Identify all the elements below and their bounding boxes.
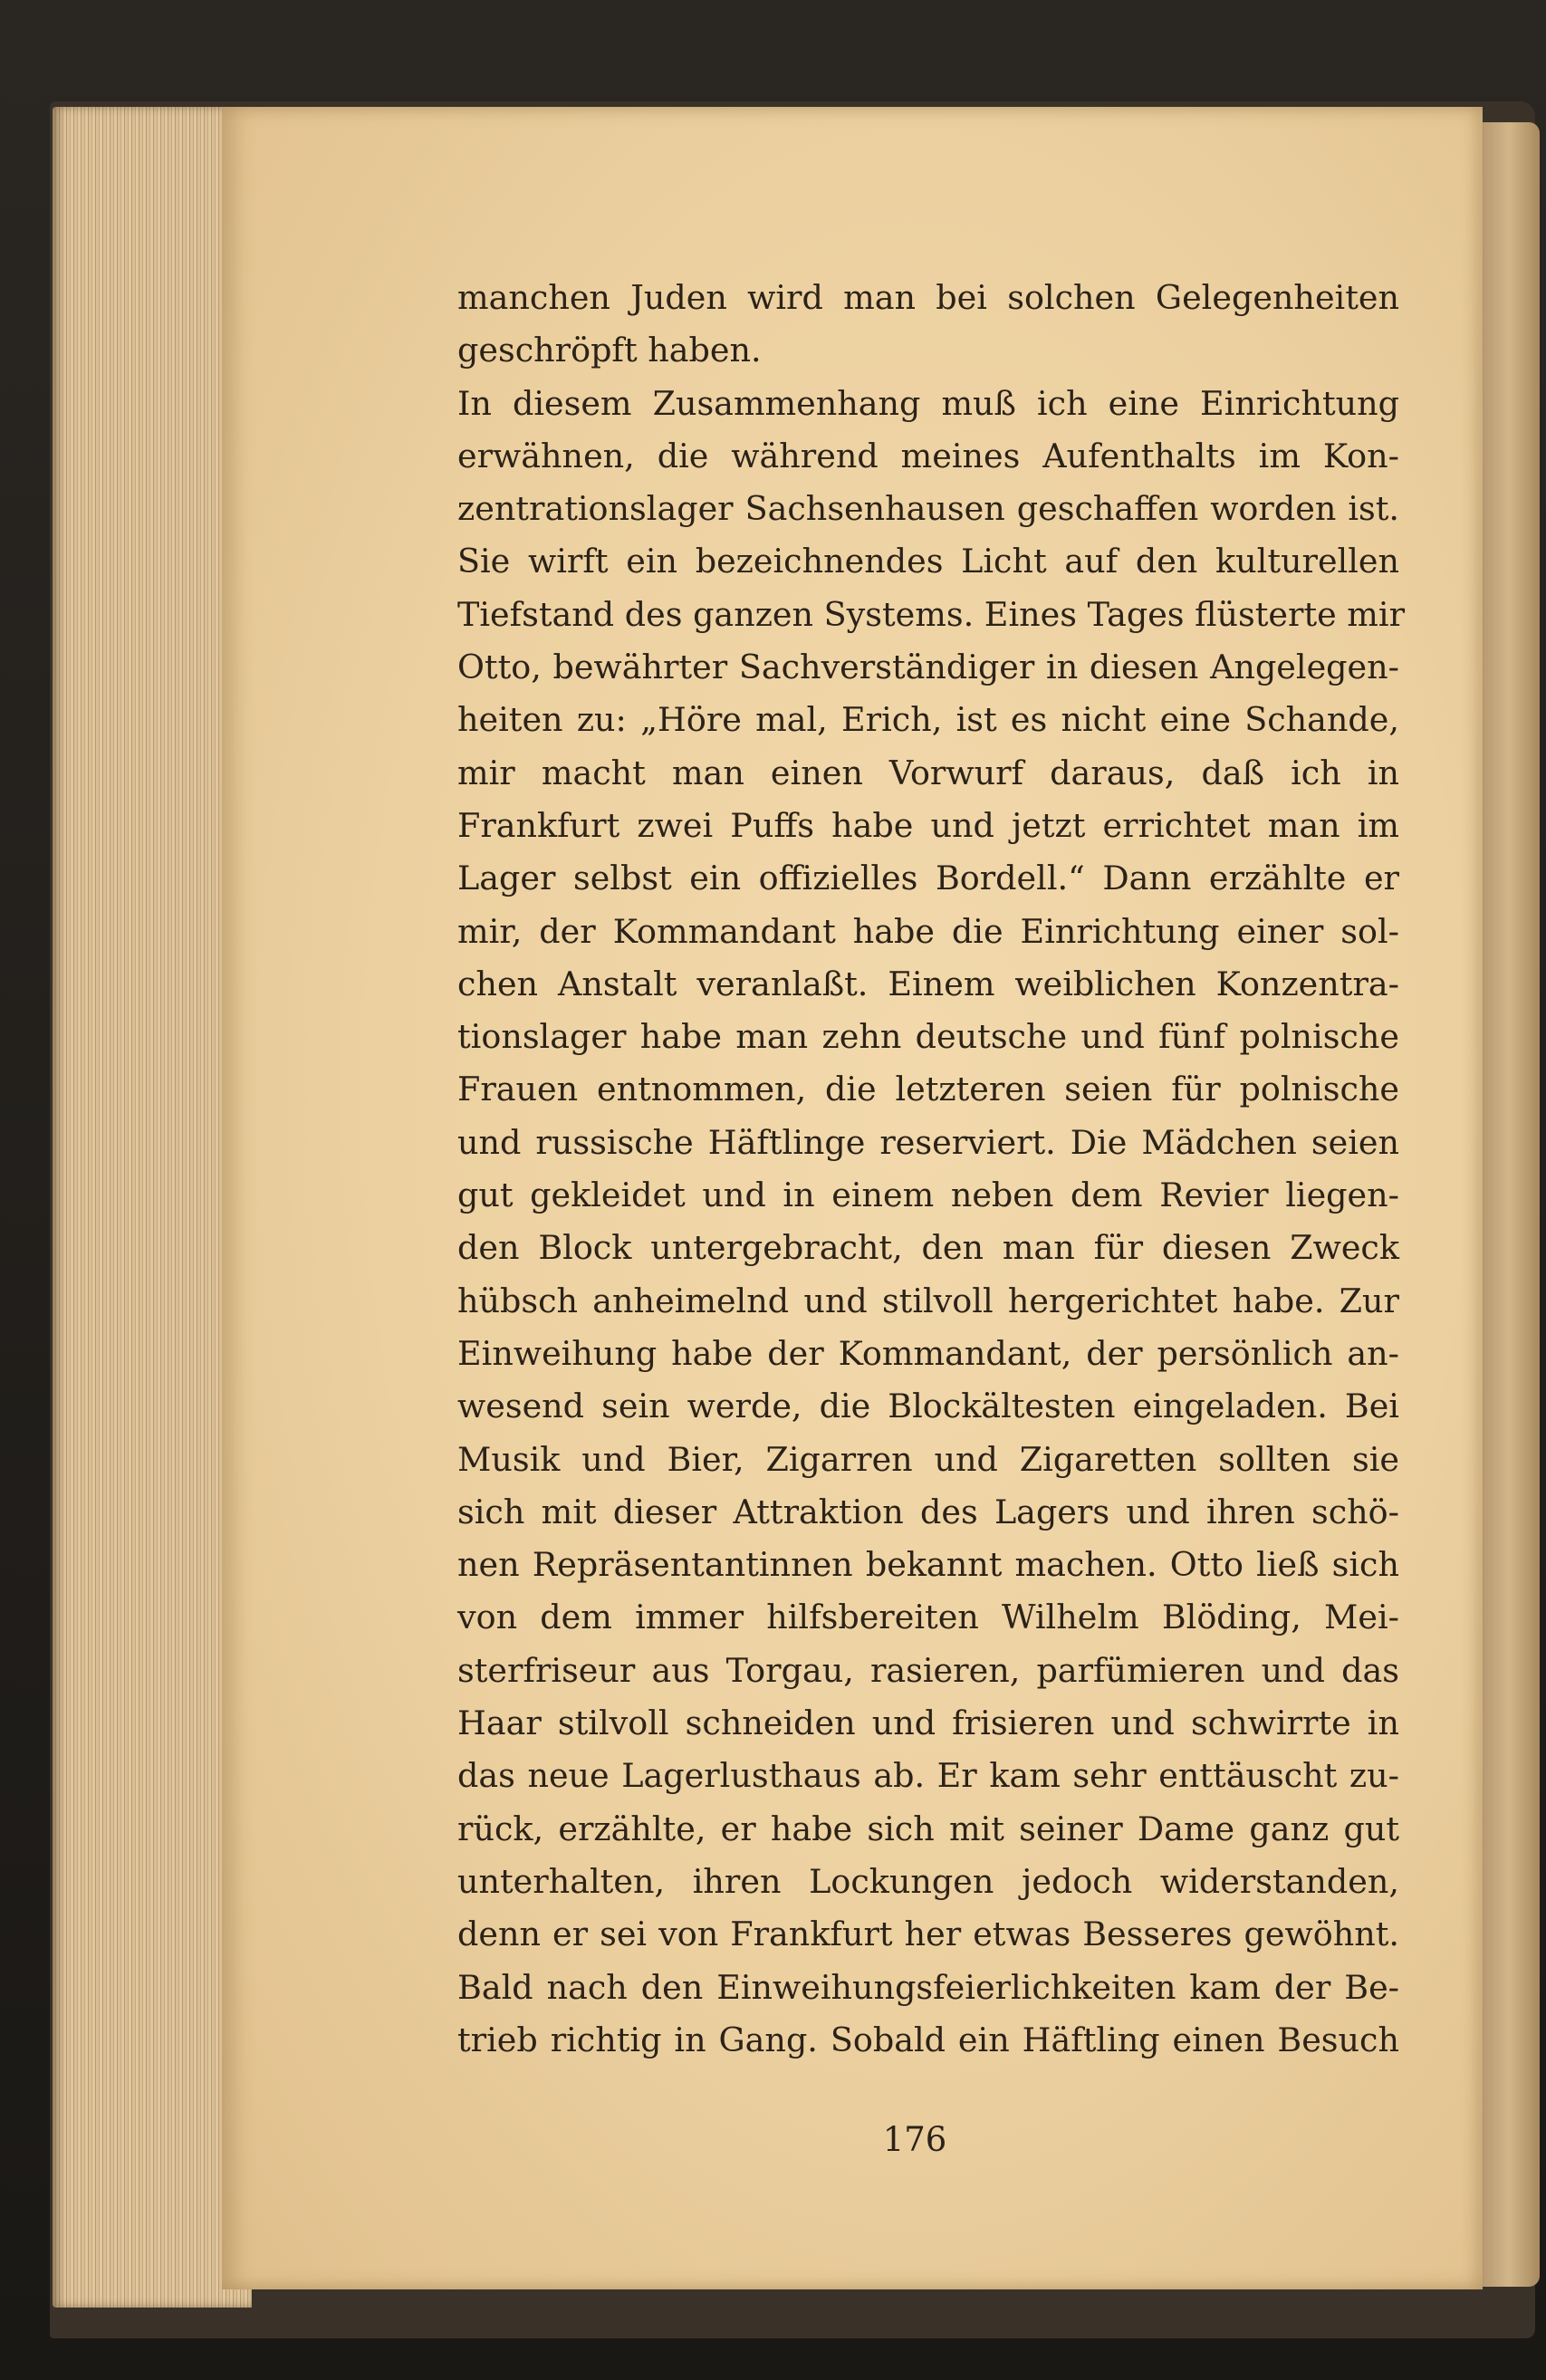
text-line: das neue Lagerlusthaus ab. Er kam sehr enttäuscht zu- — [457, 1756, 1399, 1796]
text-line: Frauen entnommen, die letzteren seien für polnische — [457, 1070, 1399, 1109]
text-line: denn er sei von Frankfurt her etwas Besseres gewöhnt. — [457, 1915, 1399, 1954]
text-line: nen Repräsentantinnen bekannt machen. Otto ließ sich — [457, 1545, 1399, 1585]
text-line: heiten zu: „Höre mal, Erich, ist es nicht eine Schande, — [457, 700, 1399, 740]
text-line: den Block untergebracht, den man für diesen Zweck — [457, 1228, 1399, 1268]
text-line: von dem immer hilfsbereiten Wilhelm Blöding, Mei- — [457, 1598, 1399, 1637]
text-line: manchen Juden wird man bei solchen Gelegenheiten — [457, 278, 1399, 317]
text-line: erwähnen, die während meines Aufenthalts im Kon- — [457, 436, 1399, 475]
text-line: sterfriseur aus Torgau, rasieren, parfümieren und das — [457, 1650, 1399, 1690]
text-line: hübsch anheimelnd und stilvoll hergerichtet habe. Zur — [457, 1281, 1399, 1320]
text-line: geschröpft haben. — [457, 331, 762, 370]
page-number: 176 — [882, 2120, 947, 2159]
text-line: Haar stilvoll schneiden und frisieren und schwirrte in — [457, 1703, 1399, 1743]
text-line: trieb richtig in Gang. Sobald ein Häftling einen Besuch — [457, 2020, 1399, 2059]
text-line: chen Anstalt veranlaßt. Einem weiblichen Konzentra- — [457, 964, 1399, 1003]
text-line: wesend sein werde, die Blockältesten eingeladen. Bei — [457, 1387, 1399, 1426]
text-line: und russische Häftlinge reserviert. Die Mädchen seien — [457, 1122, 1399, 1162]
text-line: In diesem Zusammenhang muß ich eine Einrichtung — [457, 383, 1399, 423]
text-line: Sie wirft ein bezeichnendes Licht auf den kulturellen — [457, 542, 1399, 581]
text-line: Otto, bewährter Sachverständiger in diesen Angelegen- — [457, 648, 1399, 687]
text-line: Einweihung habe der Kommandant, der persönlich an- — [457, 1333, 1399, 1373]
text-line: mir macht man einen Vorwurf daraus, daß ich in — [457, 753, 1399, 792]
text-line: Tiefstand des ganzen Systems. Eines Tages flüsterte mir — [457, 594, 1406, 634]
text-line: Frankfurt zwei Puffs habe und jetzt errichtet man im — [457, 805, 1399, 845]
text-line: unterhalten, ihren Lockungen jedoch widerstanden, — [457, 1861, 1399, 1901]
text-line: sich mit dieser Attraktion des Lagers und ihren schö- — [457, 1492, 1399, 1531]
text-line: zentrationslager Sachsenhausen geschaffen worden ist. — [457, 489, 1399, 529]
text-line: mir, der Kommandant habe die Einrichtung einer sol- — [457, 911, 1399, 951]
text-line: Musik und Bier, Zigarren und Zigaretten sollten sie — [457, 1439, 1399, 1479]
text-line: rück, erzählte, er habe sich mit seiner Dame ganz gut — [457, 1809, 1399, 1848]
text-line: gut gekleidet und in einem neben dem Revier liegen- — [457, 1176, 1399, 1215]
text-line: Lager selbst ein offizielles Bordell.“ Dann erzählte er — [457, 859, 1399, 898]
body-text — [457, 272, 1406, 2067]
text-line: tionslager habe man zehn deutsche und fünf polnische — [457, 1017, 1399, 1057]
text-line: Bald nach den Einweihungsfeierlichkeiten kam der Be- — [457, 1967, 1399, 2007]
